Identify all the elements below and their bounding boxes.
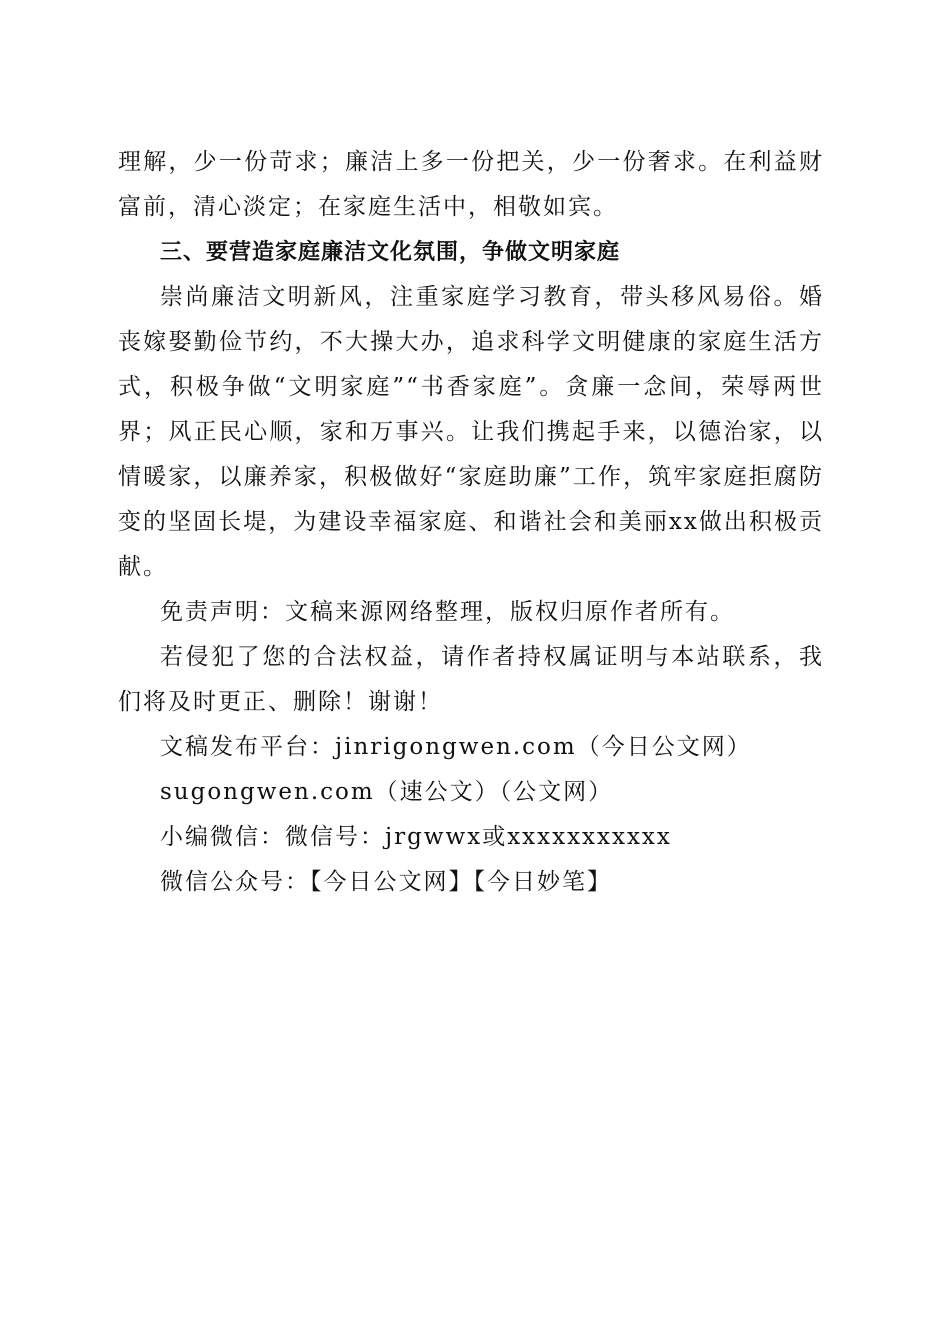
official-account-line: 微信公众号：【今日公文网】【今日妙笔】 bbox=[160, 869, 612, 895]
section-heading: 三、要营造家庭廉洁文化氛围，争做文明家庭 bbox=[160, 240, 621, 265]
document-body bbox=[118, 140, 824, 905]
editor-wechat-line: 小编微信：微信号：jrgwwx或xxxxxxxxxxx bbox=[160, 824, 672, 850]
infringement-notice: 若侵犯了您的合法权益，请作者持权属证明与本站联系，我们将及时更正、删除！谢谢！ bbox=[118, 644, 824, 715]
paragraph-family-culture: 崇尚廉洁文明新风，注重家庭学习教育，带头移风易俗。婚丧嫁娶勤俭节约，不大操大办，追求科学文明健康的家庭生活方式，积极争做“文明家庭”“书香家庭”。贪廉一念间，荣辱两世界；风正民心顺，家和万事兴。让我们携起手来，以德治家，以情暖家，以廉养家，积极做好“家庭助廉”工作，筑牢家庭拒腐防变的坚固长堤，为建设幸福家庭、和谐社会和美丽xx做出积极贡献。 bbox=[118, 284, 824, 580]
paragraph-continuation: 理解，少一份苛求；廉洁上多一份把关，少一份奢求。在利益财富前，清心淡定；在家庭生活中，相敬如宾。 bbox=[118, 149, 824, 220]
platform-line: 文稿发布平台：jinrigongwen.com（今日公文网） bbox=[160, 734, 752, 760]
site-line: sugongwen.com（速公文）（公文网） bbox=[160, 779, 614, 805]
disclaimer-text: 免责声明：文稿来源网络整理，版权归原作者所有。 bbox=[160, 599, 735, 625]
